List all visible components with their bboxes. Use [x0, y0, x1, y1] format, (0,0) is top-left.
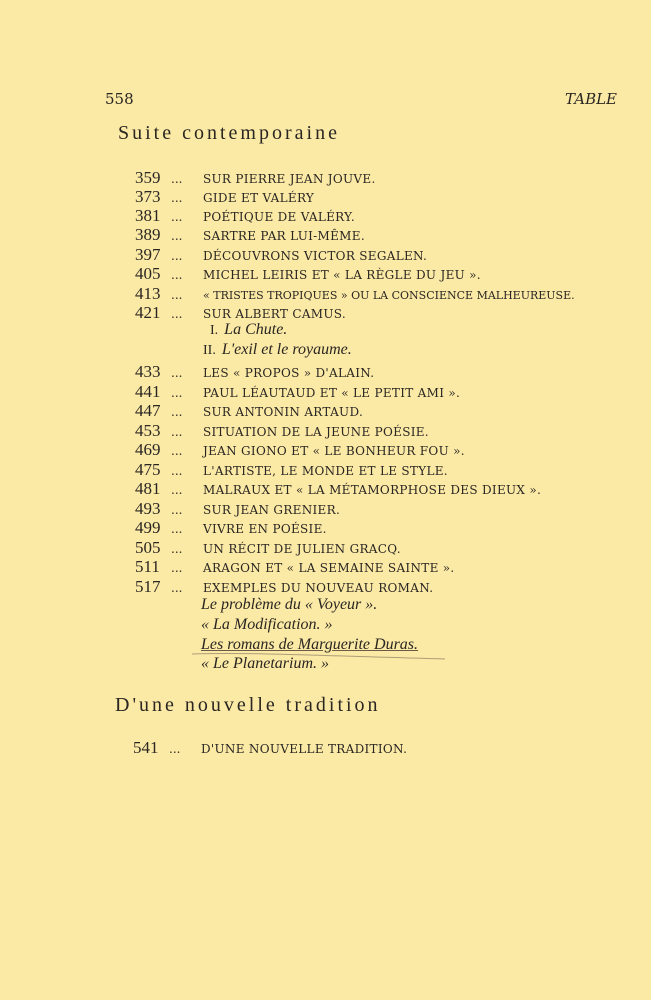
- page-number: 558: [105, 90, 134, 108]
- section-title-une-nouvelle-tradition: D'une nouvelle tradition: [115, 694, 381, 716]
- toc-entry: 481 ... MALRAUX ET « LA MÉTAMORPHOSE DES DIEUX ».: [135, 479, 542, 498]
- toc-entry: 475 ... L'ARTISTE, LE MONDE ET LE STYLE.: [135, 460, 448, 479]
- toc-entry: 433 ... LES « PROPOS » D'ALAIN.: [135, 362, 375, 381]
- toc-entry: 447 ... SUR ANTONIN ARTAUD.: [135, 401, 364, 420]
- toc-entry: 453 ... SITUATION DE LA JEUNE POÉSIE.: [135, 421, 429, 440]
- running-head: TABLE: [565, 90, 617, 108]
- toc-entry: 511 ... ARAGON ET « LA SEMAINE SAINTE ».: [135, 557, 455, 576]
- toc-entry: 505 ... UN RÉCIT DE JULIEN GRACQ.: [135, 538, 401, 557]
- toc-entry: 373 ... GIDE ET VALÉRY: [135, 187, 315, 206]
- roman-subentry: Le problème du « Voyeur ».: [201, 596, 378, 613]
- camus-subentry: II. L'exil et le royaume.: [203, 341, 352, 358]
- pencil-underline-mark: [190, 650, 450, 662]
- toc-entry: 397 ... DÉCOUVRONS VICTOR SEGALEN.: [135, 245, 428, 264]
- roman-subentry: « Le Planetarium. »: [201, 655, 329, 672]
- toc-entry: 413 ... « TRISTES TROPIQUES » OU LA CONSCIENCE MALHEUREUSE.: [135, 284, 575, 303]
- toc-entry: 405 ... MICHEL LEIRIS ET « LA RÈGLE DU JEU ».: [135, 264, 481, 283]
- roman-subentry: Les romans de Marguerite Duras.: [201, 636, 419, 653]
- toc-entry: 469 ... JEAN GIONO ET « LE BONHEUR FOU ».: [135, 440, 465, 459]
- toc-entry: 499 ... VIVRE EN POÉSIE.: [135, 518, 327, 537]
- toc-entry: 541 ... D'UNE NOUVELLE TRADITION.: [133, 738, 408, 757]
- toc-entry: 381 ... POÉTIQUE DE VALÉRY.: [135, 206, 355, 225]
- toc-entry: 517 ... EXEMPLES DU NOUVEAU ROMAN.: [135, 577, 434, 596]
- toc-entry: 359 ... SUR PIERRE JEAN JOUVE.: [135, 168, 376, 187]
- roman-subentry: « La Modification. »: [201, 616, 333, 633]
- toc-entry: 421 ... SUR ALBERT CAMUS.: [135, 303, 346, 322]
- toc-entry: 493 ... SUR JEAN GRENIER.: [135, 499, 341, 518]
- toc-entry: 389 ... SARTRE PAR LUI-MÊME.: [135, 225, 365, 244]
- camus-subentry: I. La Chute.: [210, 321, 288, 338]
- section-title-suite-contemporaine: Suite contemporaine: [118, 122, 340, 144]
- toc-entry: 441 ... PAUL LÉAUTAUD ET « LE PETIT AMI ».: [135, 382, 461, 401]
